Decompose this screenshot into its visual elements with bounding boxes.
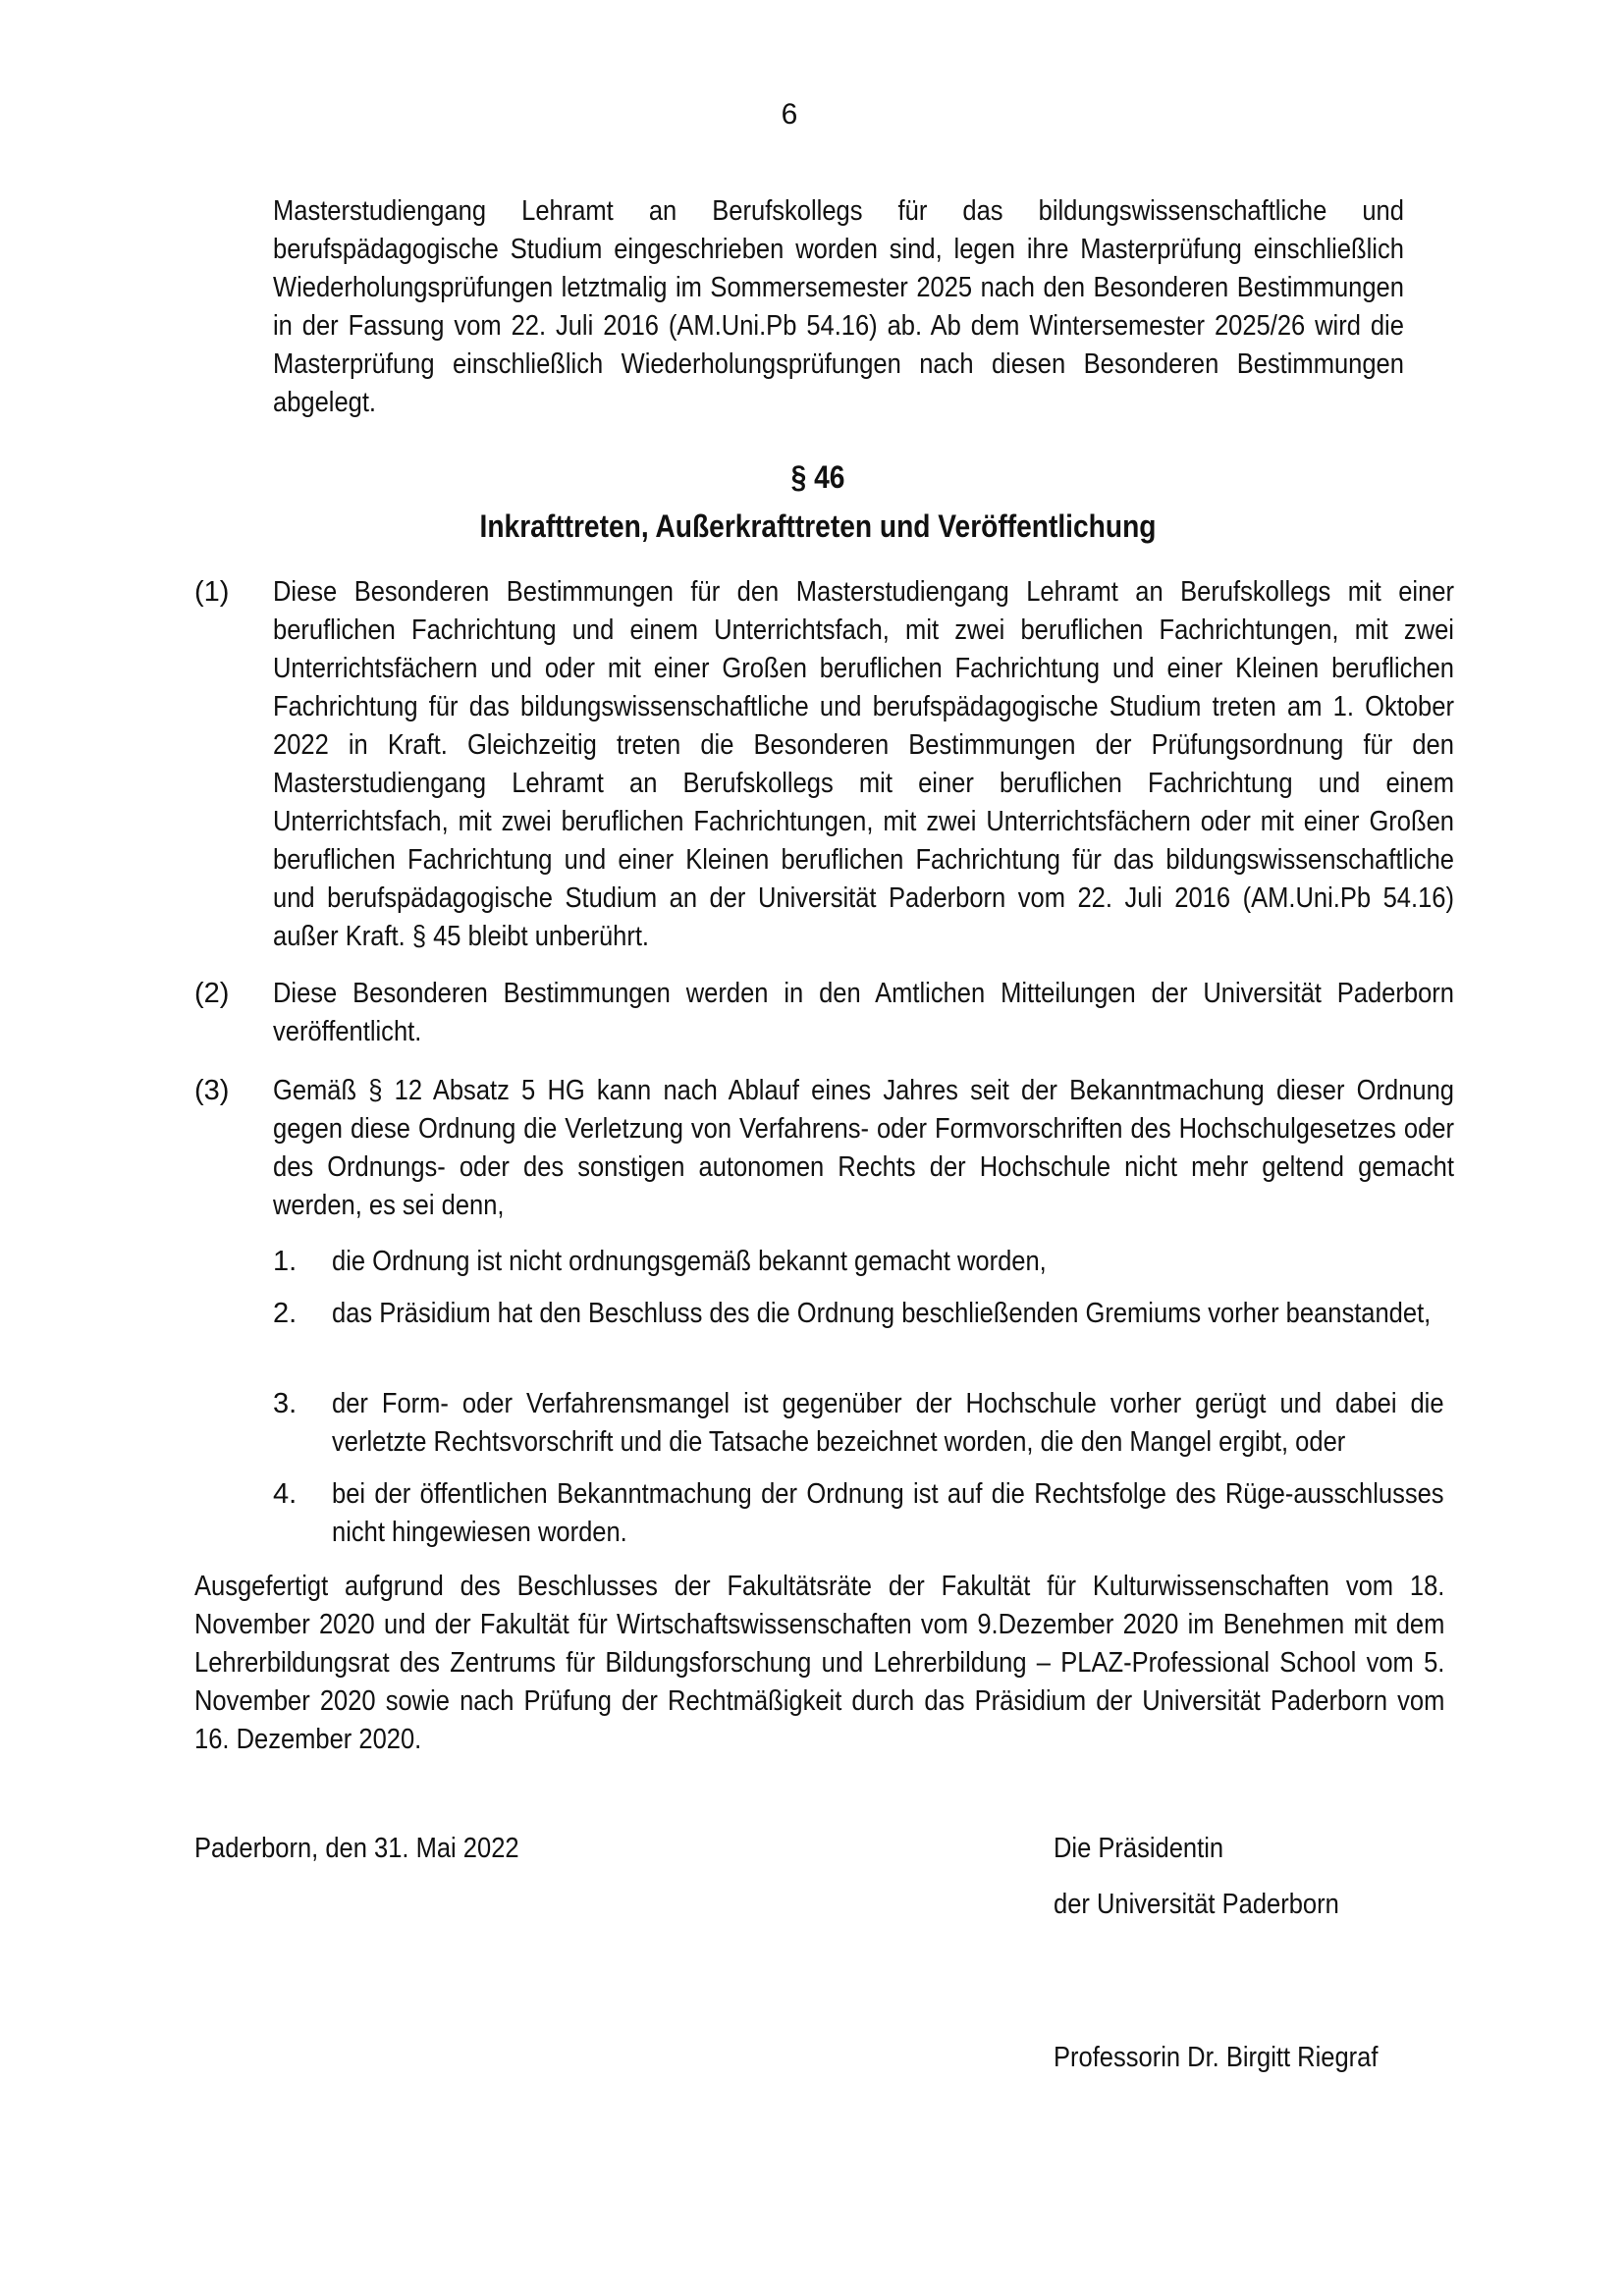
list-item-number: 2. bbox=[273, 1298, 298, 1329]
list-item-text: die Ordnung ist nicht ordnungsgemäß bekannt gemacht worden, bbox=[332, 1246, 1047, 1277]
list-item-number: 4. bbox=[273, 1478, 298, 1510]
signature-institution: der Universität Paderborn bbox=[1054, 1889, 1339, 1920]
signature-name: Professorin Dr. Birgitt Riegraf bbox=[1054, 2042, 1379, 2073]
list-item-text: bei der öffentlichen Bekanntmachung der Ordnung ist auf die Rechtsfolge des Rüge-ausschlusses nicht hingewiesen worden. bbox=[332, 1478, 1444, 1548]
paragraph-text: Diese Besonderen Bestimmungen für den Masterstudiengang Lehramt an Berufskollegs mit einer beruflichen Fachrichtung und einem Unterrichtsfach, mit zwei beruflichen Fachrichtungen, mit zwei Unterrichtsfächern und oder mit einer Großen beruflichen Fachrichtung und einer Kleinen beruflichen Fachrichtung für das bildungswissenschaftliche und berufspädagogische Studium treten am 1. Oktober 2022 in Kraft. Gleichzeitig treten die Besonderen Bestimmungen der Prüfungsordnung für den Masterstudiengang Lehramt an Berufskollegs mit einer beruflichen Fachrichtung und einem Unterrichtsfach, mit zwei beruflichen Fachrichtungen, mit zwei Unterrichtsfächern oder mit einer Großen beruflichen Fachrichtung und einer Kleinen beruflichen Fachrichtung für das bildungswissenschaftliche und berufspädagogische Studium an der Universität Paderborn vom 22. Juli 2016 (AM.Uni.Pb 54.16) außer Kraft. § 45 bleibt unberührt. bbox=[273, 576, 1454, 952]
list-item-text: das Präsidium hat den Beschluss des die Ordnung beschließenden Gremiums vorher beanstandet, bbox=[332, 1298, 1432, 1329]
section-title: Inkrafttreten, Außerkrafttreten und Veröffentlichung bbox=[479, 508, 1157, 544]
list-item-number: 3. bbox=[273, 1388, 298, 1419]
intro-paragraph: Masterstudiengang Lehramt an Berufskollegs für das bildungswissenschaftliche und berufspädagogische Studium eingeschrieben worden sind, legen ihre Masterprüfung einschließlich Wiederholungsprüfungen letztmalig im Sommersemester 2025 nach den Besonderen Bestimmungen in der Fassung vom 22. Juli 2016 (AM.Uni.Pb 54.16) ab. Ab dem Wintersemester 2025/26 wird die Masterprüfung einschließlich Wiederholungsprüfungen nach diesen Besonderen Bestimmungen abgelegt. bbox=[273, 195, 1404, 418]
place-date: Paderborn, den 31. Mai 2022 bbox=[194, 1833, 519, 1864]
paragraph-number: (3) bbox=[194, 1075, 230, 1106]
page-number: 6 bbox=[781, 98, 798, 131]
paragraph-number: (1) bbox=[194, 576, 230, 608]
list-item-text: der Form- oder Verfahrensmangel ist gegenüber der Hochschule vorher gerügt und dabei die verletzte Rechtsvorschrift und die Tatsache bezeichnet worden, die den Mangel ergibt, oder bbox=[332, 1388, 1444, 1458]
section-number: § 46 bbox=[790, 459, 845, 495]
list-item-number: 1. bbox=[273, 1246, 298, 1277]
paragraph-number: (2) bbox=[194, 978, 230, 1009]
signature-title: Die Präsidentin bbox=[1054, 1833, 1224, 1864]
paragraph-text: Diese Besonderen Bestimmungen werden in den Amtlichen Mitteilungen der Universität Paderborn veröffentlicht. bbox=[273, 978, 1454, 1047]
paragraph-text: Gemäß § 12 Absatz 5 HG kann nach Ablauf eines Jahres seit der Bekanntmachung dieser Ordnung gegen diese Ordnung die Verletzung von Verfahrens- oder Formvorschriften des Hochschulgesetzes oder des Ordnungs- oder des sonstigen autonomen Rechts der Hochschule nicht mehr geltend gemacht werden, es sei denn, bbox=[273, 1075, 1454, 1221]
closing-paragraph: Ausgefertigt aufgrund des Beschlusses der Fakultätsräte der Fakultät für Kulturwissenschaften vom 18. November 2020 und der Fakultät für Wirtschaftswissenschaften vom 9.Dezember 2020 im Benehmen mit dem Lehrerbildungsrat des Zentrums für Bildungsforschung und Lehrerbildung – PLAZ-Professional School vom 5. November 2020 sowie nach Prüfung der Rechtmäßigkeit durch das Präsidium der Universität Paderborn vom 16. Dezember 2020. bbox=[194, 1571, 1445, 1755]
